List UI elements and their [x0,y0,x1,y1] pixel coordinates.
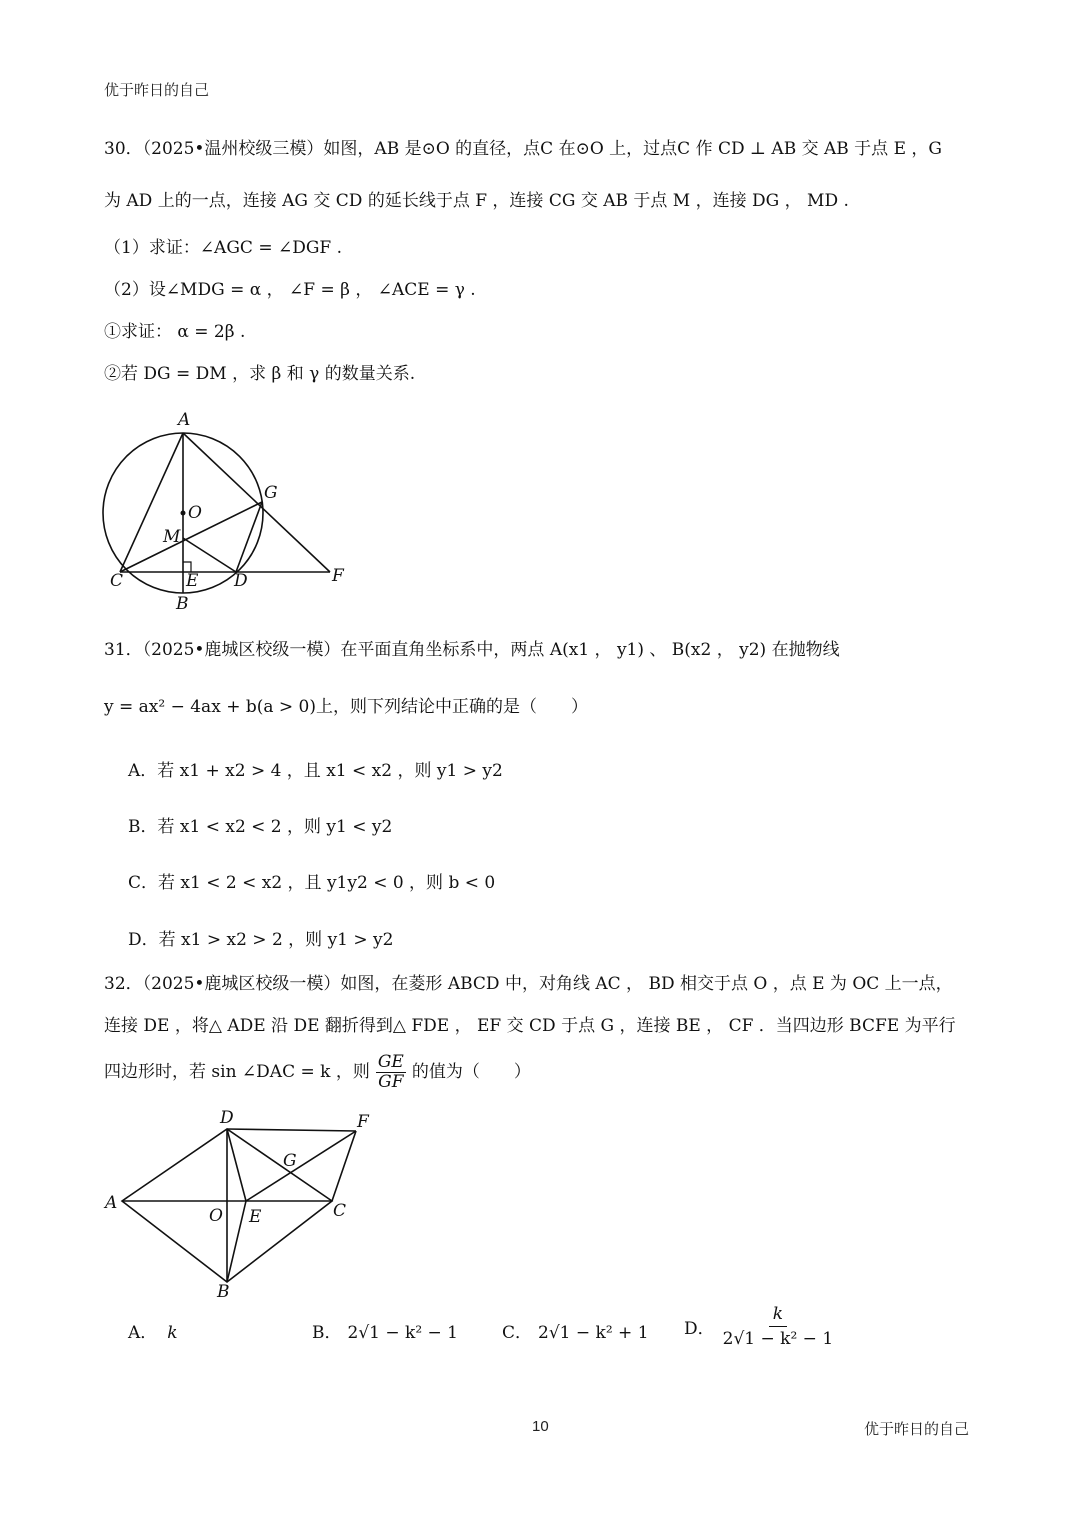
q30-figure [96,408,366,618]
q32-option-d-den: 2√1 − k² − 1 [722,1329,834,1349]
q32-option-a [128,1318,178,1343]
q32-line3-prefix: 四边形时，若 sin ∠DAC = k ，则 [104,1062,370,1082]
q32-option-a-label: A． [128,1323,158,1343]
page-footer-right: 优于昨日的自己 [864,1420,970,1438]
fig30-label-O: O [188,503,202,523]
q30-sub1: ①求证： α = 2β . [104,322,246,342]
q31-line1: 31．（2025•鹿城区校级一模）在平面直角坐标系中，两点 A(x1 ， y1) 、 B(x2 ， y2) 在抛物线 [104,640,840,660]
page-header: 优于昨日的自己 [104,81,210,99]
q32-option-d-num: k [769,1304,787,1327]
fig30-label-C: C [110,571,124,591]
q32-line3-suffix: 的值为（ ） [411,1062,531,1082]
page-number: 10 [532,1418,549,1435]
q32-option-a-value: k [167,1323,178,1343]
q32-option-d [684,1304,833,1349]
q32-ratio-fraction [376,1054,406,1091]
q30-part1: （1）求证：∠AGC = ∠DGF . [104,238,343,258]
q30-line1 [104,141,976,158]
fig30-label-A: A [178,410,191,430]
q32-option-d-fraction [723,1304,834,1349]
fig30-label-F: F [332,566,344,586]
fig32-label-D: D [220,1108,234,1128]
fig30-label-G: G [264,483,278,503]
fig30-label-B: B [176,594,189,614]
fig32-label-B: B [217,1282,230,1302]
q32-ratio-den: GF [378,1072,404,1092]
q31-line2: y = ax² − 4ax + b(a > 0)上，则下列结论中正确的是（ ） [104,697,588,717]
q32-option-b [312,1318,458,1343]
fig32-label-A: A [105,1193,118,1213]
q30-sub2: ②若 DG = DM ，求 β 和 γ 的数量关系. [104,364,416,384]
q32-option-c-value: 2√1 − k² + 1 [538,1323,649,1343]
q31-option-a: A．若 x1 + x2 > 4 ，且 x1 < x2 ，则 y1 > y2 [128,761,503,781]
q30-line1-text: 30．（2025•温州校级三模）如图，AB 是⊙O 的直径，点C 在⊙O 上，过点C 作 CD ⊥ AB 交 AB 于点 E ，G [104,139,942,159]
fig30-label-D: D [234,571,248,591]
fig32-label-G: G [283,1151,297,1171]
q30-line2: 为 AD 上的一点，连接 AG 交 CD 的延长线于点 F ，连接 CG 交 AB 于点 M ，连接 DG ， MD . [104,191,849,211]
q32-ratio-num: GE [377,1052,404,1072]
q31-option-b: B．若 x1 < x2 < 2 ，则 y1 < y2 [128,817,393,837]
fig32-label-O: O [209,1206,223,1226]
q32-option-d-label: D． [684,1319,715,1339]
q32-line1: 32．（2025•鹿城区校级一模）如图，在菱形 ABCD 中，对角线 AC ， BD 相交于点 O ，点 E 为 OC 上一点， [104,974,953,994]
q32-line3 [104,1054,531,1091]
fig30-label-E: E [186,571,199,591]
q32-figure [96,1104,386,1304]
q31-option-c: C．若 x1 < 2 < x2 ，且 y1y2 < 0 ，则 b < 0 [128,873,496,893]
fig32-label-E: E [249,1207,262,1227]
q32-option-c [502,1318,649,1343]
fig32-label-C: C [333,1201,347,1221]
q32-line2: 连接 DE ，将△ ADE 沿 DE 翻折得到△ FDE ， EF 交 CD 于点 G ，连接 BE ， CF ．当四边形 BCFE 为平行 [104,1016,956,1036]
q30-part2: （2）设∠MDG = α ， ∠F = β ， ∠ACE = γ . [104,280,476,300]
fig32-label-F: F [357,1112,369,1132]
q32-option-b-label: B． [312,1323,342,1343]
q32-option-b-value: 2√1 − k² − 1 [347,1323,458,1343]
q31-option-d: D．若 x1 > x2 > 2 ，则 y1 > y2 [128,930,394,950]
q32-option-c-label: C． [502,1323,533,1343]
fig30-label-M: M [163,527,181,547]
